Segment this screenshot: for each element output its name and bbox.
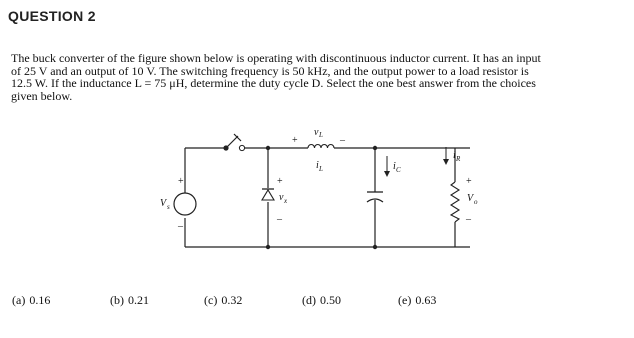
question-line: The buck converter of the figure shown below is operating with discontinuous inductor current. It has an input	[11, 51, 541, 65]
dc-source	[174, 193, 196, 215]
vl-label: v	[314, 127, 319, 138]
choice-e[interactable]	[398, 293, 436, 308]
question-line: 12.5 W. If the inductance L = 75 μH, determine the duty cycle D. Select the one best answer from the choices	[11, 76, 536, 90]
question-line: given below.	[11, 88, 73, 103]
vx-plus: +	[277, 176, 283, 187]
vx-label: v	[279, 192, 284, 203]
choice-value: 0.21	[128, 293, 149, 307]
choice-d[interactable]	[302, 293, 341, 308]
ic-arrow	[384, 171, 390, 177]
choice-label: (c)	[204, 293, 218, 307]
ir-label: i	[453, 150, 456, 161]
choice-value: 0.32	[221, 293, 243, 307]
resistor	[451, 182, 459, 222]
ir-arrow	[443, 159, 449, 165]
node-dot	[373, 146, 377, 150]
vl-sub: L	[319, 131, 323, 139]
vs-label: V	[160, 198, 167, 209]
vo-minus: –	[466, 214, 471, 225]
vl-plus: +	[292, 135, 298, 146]
ic-label: i	[393, 161, 396, 172]
vl-minus: –	[340, 135, 345, 146]
diode	[262, 190, 274, 200]
ir-sub: R	[456, 155, 461, 163]
switch-contact-b	[239, 145, 244, 150]
vs-plus: +	[178, 176, 184, 187]
vs-sub: s	[167, 203, 170, 211]
question-title: QUESTION 2	[8, 8, 96, 24]
vs-minus: –	[178, 221, 183, 232]
choice-label: (d)	[302, 293, 316, 307]
choice-label: (b)	[110, 293, 124, 307]
il-sub: L	[319, 165, 323, 173]
ic-sub: C	[396, 166, 401, 174]
vx-minus: –	[277, 214, 282, 225]
choice-value: 0.63	[415, 293, 437, 307]
il-label: i	[316, 160, 319, 171]
vo-label: V	[467, 193, 474, 204]
choice-c[interactable]	[204, 293, 242, 308]
choice-value: 0.16	[29, 293, 51, 307]
choice-label: (e)	[398, 293, 412, 307]
choice-b[interactable]	[110, 293, 149, 308]
question-line: of 25 V and an output of 10 V. The switching frequency is 50 kHz, and the output power to a load resistor is	[11, 63, 529, 78]
inductor-coil	[308, 145, 334, 149]
node-dot	[266, 245, 270, 249]
node-dot	[373, 245, 377, 249]
vx-sub: x	[284, 197, 288, 205]
vo-plus: +	[466, 176, 472, 187]
vo-sub: o	[474, 198, 478, 206]
question-text	[11, 52, 623, 102]
choice-a[interactable]	[12, 293, 50, 308]
choice-label: (a)	[12, 293, 26, 307]
node-dot	[266, 146, 270, 150]
buck-converter-diagram	[140, 122, 490, 257]
choice-value: 0.50	[320, 293, 341, 307]
switch-contact-a	[223, 145, 228, 150]
